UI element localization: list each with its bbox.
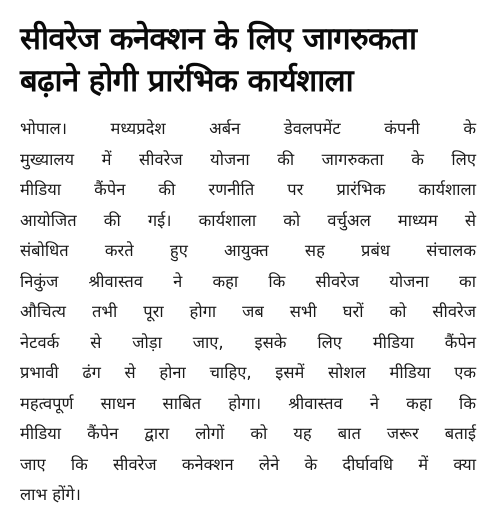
article-body <box>20 114 476 511</box>
body-line: मुख्यालय में सीवरेज योजना की जागरुकता के लिए <box>20 149 476 169</box>
body-line: प्रभावी ढंग से होना चाहिए, इसमें सोशल मीडिया एक <box>20 363 476 382</box>
body-line: जाए कि सीवरेज कनेक्शन लेने के दीर्घावधि में क्या <box>20 454 476 474</box>
body-line: मीडिया कैंपेन द्वारा लोगों को यह बात जरूर बताई <box>20 424 476 443</box>
body-line: महत्वपूर्ण साधन साबित होगा। श्रीवास्तव ने कहा कि <box>20 393 476 413</box>
headline-line: बढ़ाने होगी प्रारंभिक कार्यशाला <box>20 63 354 99</box>
body-line: संबोधित करते हुए आयुक्त सह प्रबंध संचालक <box>20 241 476 260</box>
body-line: लाभ होंगे। <box>20 485 81 504</box>
body-line: मीडिया कैंपेन की रणनीति पर प्रारंभिक कार्यशाला <box>20 180 476 199</box>
article-headline <box>20 18 476 102</box>
body-line: औचित्य तभी पूरा होगा जब सभी घरों को सीवरेज <box>20 302 476 321</box>
body-line: आयोजित की गई। कार्यशाला को वर्चुअल माध्यम से <box>20 210 476 230</box>
body-line: नेटवर्क से जोड़ा जाए, इसके लिए मीडिया कैंपेन <box>20 332 476 352</box>
headline-line: सीवरेज कनेक्शन के लिए जागरुकता <box>20 21 417 57</box>
body-line: निकुंज श्रीवास्तव ने कहा कि सीवरेज योजना का <box>20 271 476 291</box>
body-line: भोपाल। मध्यप्रदेश अर्बन डेवलपमेंट कंपनी के <box>20 119 476 138</box>
